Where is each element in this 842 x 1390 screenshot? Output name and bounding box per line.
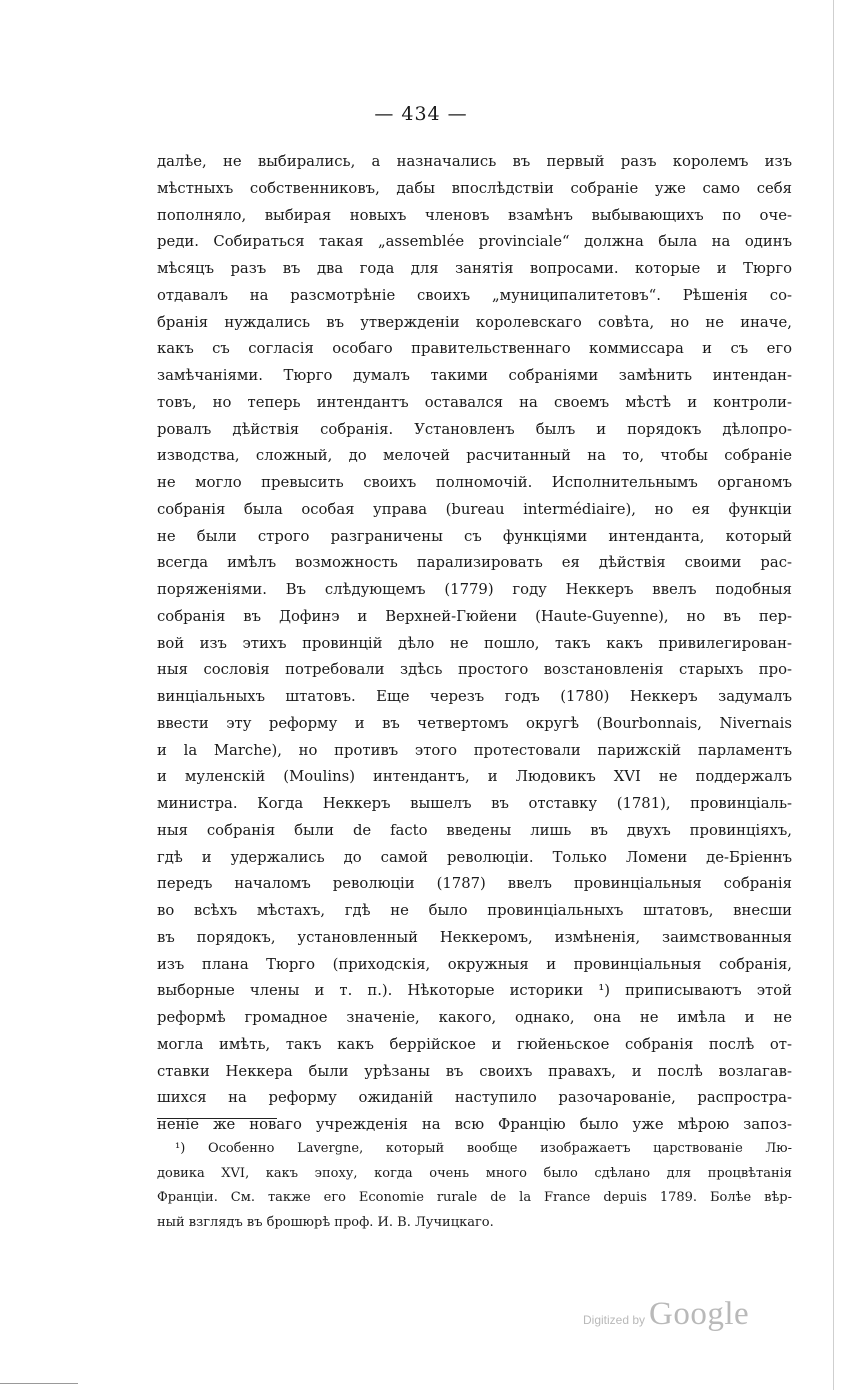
text-line: неніе же новаго учрежденія на всю Францію было уже мѣрою запоз- (157, 1116, 792, 1133)
text-line: пополняло, выбирая новыхъ членовъ взамѣнъ выбывающихъ по оче- (157, 206, 792, 224)
text-line: поряженіями. Въ слѣдующемъ (1779) году Неккеръ ввелъ подобныя (157, 581, 792, 598)
text-line: далѣе, не выбирались, а назначались въ первый разъ королемъ изъ (157, 153, 792, 170)
footnote-line (157, 1137, 792, 1162)
text-line: ныя сословія потребовали здѣсь простого возстановленія старыхъ про- (157, 661, 792, 679)
text-line: какъ съ согласія особаго правительственнаго коммиссара и съ его (157, 340, 792, 358)
text-line: изъ плана Тюрго (приходскія, окружныя и провинціальныя собранія, (157, 955, 792, 973)
footnote-line: ный взглядъ въ брошюрѣ проф. И. В. Лучицкаго. (157, 1214, 494, 1230)
text-line: всегда имѣлъ возможность парализировать ея дѣйствія своими рас- (157, 554, 792, 572)
footnote-divider (157, 1118, 277, 1119)
watermark-google-text: Google (649, 1296, 750, 1332)
digitized-by-google-watermark (583, 1296, 749, 1333)
footnote-marker: ¹) (175, 1141, 186, 1156)
text-line: изводства, сложный, до мелочей расчитанный на то, чтобы собраніе (157, 447, 792, 465)
text-line: товъ, но теперь интендантъ оставался на своемъ мѣстѣ и контроли- (157, 393, 792, 411)
scan-edge-mark (833, 0, 834, 1390)
text-line: ввести эту реформу и въ четвертомъ округѣ (Bourbonnais, Nivernais (157, 714, 792, 732)
text-line: винціальныхъ штатовъ. Еще черезъ годъ (1780) Неккеръ задумалъ (157, 688, 792, 705)
text-line: ставки Неккера были урѣзаны въ своихъ правахъ, и послѣ возлагав- (157, 1062, 792, 1080)
text-line: министра. Когда Неккеръ вышелъ въ отставку (1781), провинціаль- (157, 795, 792, 812)
text-line: мѣстныхъ собственниковъ, дабы впослѣдствіи собраніе уже само себя (157, 179, 792, 197)
text-line: не могло превысить своихъ полномочій. Исполнительнымъ органомъ (157, 474, 792, 491)
scan-edge-mark (0, 1383, 78, 1384)
watermark-small-text: Digitized by (583, 1313, 646, 1327)
text-line: выборные члены и т. п.). Нѣкоторые историки ¹) приписываютъ этой (157, 982, 792, 1000)
text-line: мѣсяцъ разъ въ два года для занятія вопросами. которые и Тюрго (157, 260, 792, 277)
text-line: и la Marche), но противъ этого протестовали парижскій парламентъ (157, 741, 792, 759)
text-line: и муленскій (Moulins) интендантъ, и Людовикъ XVI не поддержалъ (157, 768, 792, 786)
text-line: могла имѣть, такъ какъ беррійское и гюйеньское собранія послѣ от- (157, 1035, 792, 1053)
text-line: собранія въ Дофинэ и Верхней-Гюйени (Haute-Guyenne), но въ пер- (157, 607, 792, 625)
footnote-line: Франціи. См. также его Economie rurale de la France depuis 1789. Болѣе вѣр- (157, 1190, 792, 1205)
text-line: не были строго разграничены съ функціями интенданта, который (157, 527, 792, 545)
text-line: ровалъ дѣйствія собранія. Установленъ былъ и порядокъ дѣлопро- (157, 420, 792, 438)
text-line: ныя собранія были de facto введены лишь въ двухъ провинціяхъ, (157, 821, 792, 839)
text-line: собранія была особая управа (bureau intermédiaire), но ея функціи (157, 500, 792, 518)
text-line: замѣчаніями. Тюрго думалъ такими собраніями замѣнить интендан- (157, 367, 792, 384)
text-line: шихся на реформу ожиданій наступило разочарованіе, распростра- (157, 1089, 792, 1107)
text-line: гдѣ и удержались до самой революціи. Только Ломени де-Бріеннъ (157, 848, 792, 866)
text-line: отдавалъ на разсмотрѣніе своихъ „муниципалитетовъ“. Рѣшенія со- (157, 286, 792, 304)
text-line: передъ началомъ революціи (1787) ввелъ провинціальныя собранія (157, 875, 792, 893)
text-line: бранія нуждались въ утвержденіи королевскаго совѣта, но не иначе, (157, 313, 792, 331)
footnote-text: Особенно Lavergne, который вообще изображаетъ царствованіе Лю- (185, 1141, 792, 1156)
body-text (157, 149, 792, 1139)
page-number: — 434 — (374, 103, 468, 125)
footnote-line: довика XVI, какъ эпоху, когда очень много было сдѣлано для процвѣтанія (157, 1165, 792, 1181)
text-line: во всѣхъ мѣстахъ, гдѣ не было провинціальныхъ штатовъ, внесши (157, 902, 792, 919)
text-line: вой изъ этихъ провинцій дѣло не пошло, такъ какъ привилегирован- (157, 634, 792, 652)
footnote (157, 1137, 792, 1235)
text-line: реформѣ громадное значеніе, какого, однако, она не имѣла и не (157, 1009, 792, 1026)
text-line: въ порядокъ, установленный Неккеромъ, измѣненія, заимствованныя (157, 928, 792, 946)
text-line: реди. Собираться такая „assemblée provinciale“ должна была на одинъ (157, 233, 792, 251)
